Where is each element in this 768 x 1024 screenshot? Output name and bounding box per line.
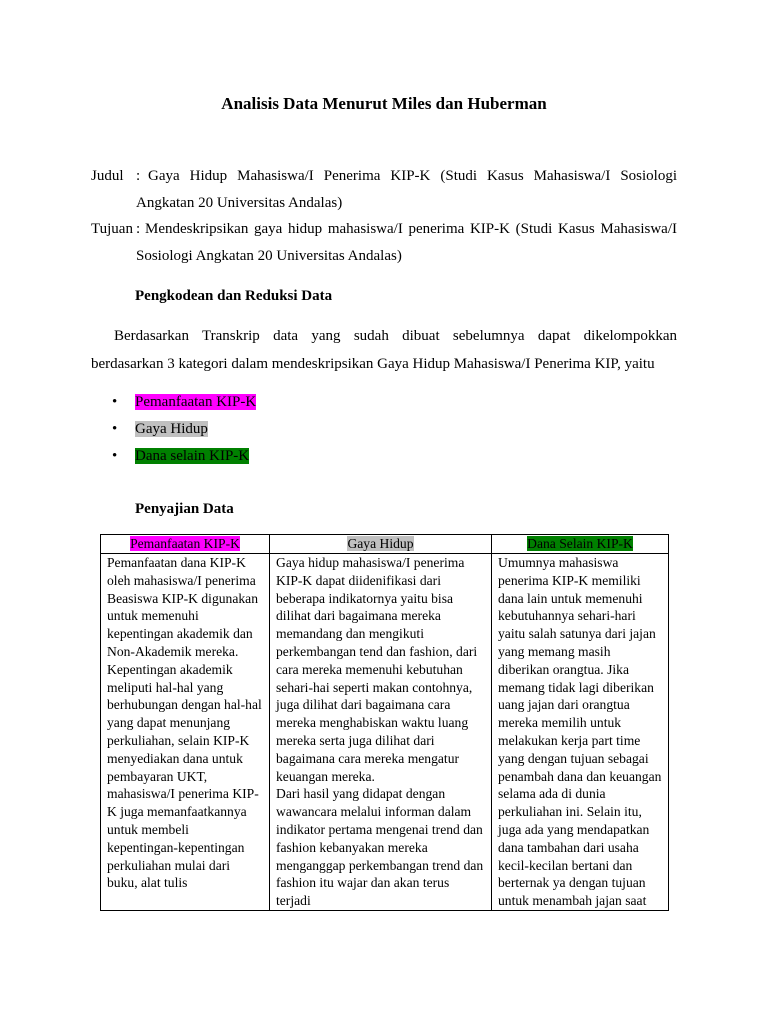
column-header-label: Gaya Hidup: [347, 536, 414, 551]
table-cell: [492, 554, 669, 911]
judul-label: Judul: [91, 168, 124, 184]
list-item: [112, 444, 256, 471]
category-label-pemanfaatan: Pemanfaatan KIP-K: [135, 394, 257, 410]
data-table: [100, 534, 669, 911]
section-heading-coding: Pengkodean dan Reduksi Data: [135, 288, 333, 304]
judul-line2: Angkatan 20 Universitas Andalas): [136, 194, 343, 211]
judul-value: [136, 163, 677, 216]
intro-line2: berdasarkan 3 kategori dalam mendeskripsikan Gaya Hidup Mahasiswa/I Penerima KIP, yaitu: [91, 356, 655, 372]
judul-row: [91, 163, 677, 216]
column-header-gaya-hidup: [270, 535, 492, 554]
cell-text-pemanfaatan: Pemanfaatan dana KIP-K oleh mahasiswa/I penerima Beasiswa KIP-K digunakan untuk memenuhi kepentingan akademik dan Non-Akademik mereka. Kepentingan akademik meliputi hal-hal yang berhubungan dengan hal-hal yang dapat menunjang perkuliahan, selain KIP-K menyediakan dana untuk pembayaran UKT, mahasiswa/I penerima KIP-K juga memanfaatkannya untuk membeli kepentingan-kepentingan perkuliahan mulai dari buku, alat tulis: [107, 555, 262, 891]
list-item: [112, 417, 256, 444]
bullet-icon: •: [112, 448, 118, 464]
table-cell: [101, 554, 270, 911]
cell-text-dana: Umumnya mahasiswa penerima KIP-K memiliki dana lain untuk memenuhi kebutuhannya sehari-hari yaitu salah satunya dari jajan yang memang masih diberikan orangtua. Jika memang tidak lagi diberikan uang jajan dari orangtua mereka memilih untuk melakukan kerja part time yang dengan tujuan sebagai penambah dana dan keuangan selama ada di dunia perkuliahan ini. Selain itu, juga ada yang mendapatkan dana tambahan dari usaha kecil-kecilan bertani dan berternak ya dengan tujuan untuk menambah jajan saat: [498, 555, 662, 909]
intro-paragraph: [91, 322, 677, 378]
category-label-dana: Dana selain KIP-K: [135, 448, 250, 464]
tujuan-value: [136, 216, 677, 269]
tujuan-line1: Mendeskripsikan gaya hidup mahasiswa/I penerima KIP-K (Studi Kasus Mahasiswa/I: [145, 221, 677, 237]
cell-text-gaya-hidup: Gaya hidup mahasiswa/I penerima KIP-K dapat diidenifikasi dari beberapa indikatornya yaitu bisa dilihat dari bagaimana mereka memandang dan mengikuti perkembangan tend dan fashion, dari cara mereka memenuhi kebutuhan sehari-hai seperti makan contohnya, juga dilihat dari bagaimana cara mereka menghabiskan waktu luang mereka serta juga dilihat dari bagaimana cara mereka mengatur keuangan mereka. Dari hasil yang didapat dengan wawancara melalui informan dalam indikator pertama mengenai trend dan fashion kebanyakan mereka menganggap perkembangan trend dan fashion itu wajar dan akan terus terjadi: [276, 555, 484, 909]
intro-line1: Berdasarkan Transkrip data yang sudah dibuat sebelumnya dapat dikelompokkan: [114, 328, 677, 344]
bullet-icon: •: [112, 394, 118, 410]
category-label-gaya-hidup: Gaya Hidup: [135, 421, 208, 437]
judul-colon: :: [136, 168, 141, 184]
list-item: [112, 390, 256, 417]
category-list: [112, 390, 256, 471]
section-heading-presentation: Penyajian Data: [135, 501, 234, 517]
table-cell: [270, 554, 492, 911]
judul-line1: Gaya Hidup Mahasiswa/I Penerima KIP-K (Studi Kasus Mahasiswa/I Sosiologi: [148, 168, 677, 184]
tujuan-colon: :: [136, 221, 141, 237]
document-title: Analisis Data Menurut Miles dan Huberman: [221, 94, 547, 113]
bullet-icon: •: [112, 421, 118, 437]
column-header-pemanfaatan: [101, 535, 270, 554]
tujuan-row: [91, 216, 677, 269]
table-row: [101, 554, 669, 911]
column-header-dana: [492, 535, 669, 554]
tujuan-line2: Sosiologi Angkatan 20 Universitas Andalas): [136, 247, 402, 264]
column-header-label: Pemanfaatan KIP-K: [130, 536, 240, 551]
table-header-row: [101, 535, 669, 554]
column-header-label: Dana Selain KIP-K: [527, 536, 633, 551]
tujuan-label: Tujuan: [91, 221, 133, 237]
